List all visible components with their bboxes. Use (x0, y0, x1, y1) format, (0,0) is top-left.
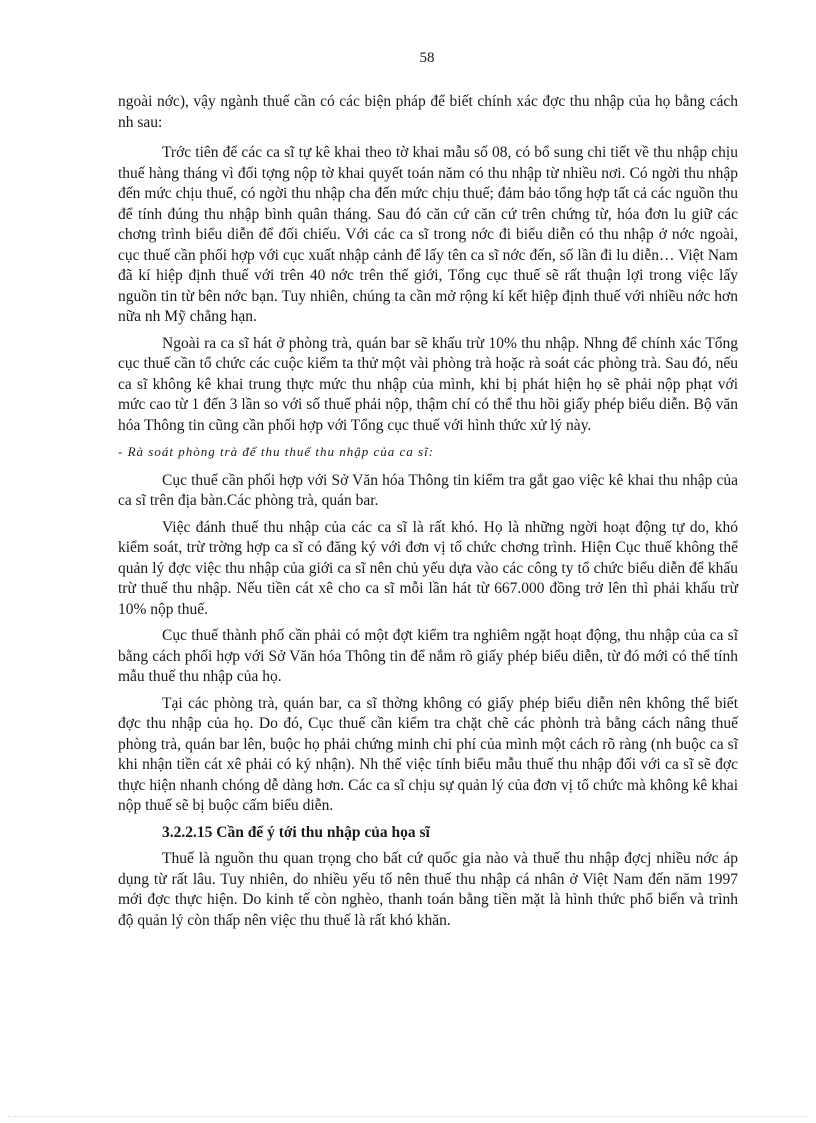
paragraph-coordination: Cục thuế cần phối hợp với Sở Văn hóa Thông tin kiểm tra gắt gao việc kê khai thu nhập của ca sĩ trên địa bàn.Các phòng trà, quán bar. (118, 471, 738, 509)
paragraph-tax-importance: Thuế là nguồn thu quan trọng cho bất cứ quốc gia nào và thuế thu nhập đợcj nhiều nớc áp dụng từ rất lâu. Tuy nhiên, do nhiều yếu tố nên thuế thu nhập cá nhân ở Việt Nam đến năm 1997 mới đợc thực hiện. Do kinh tế còn nghèo, thanh toán bằng tiền mặt là hình thức phổ biến và trình độ quản lý còn thấp nên việc thu thuế là rất khó khăn. (118, 850, 738, 929)
subheading-tea-room-review: - Rà soát phòng trà để thu thuế thu nhập của ca sĩ: (118, 444, 435, 459)
paragraph-city-inspection: Cục thuế thành phố cần phải có một đợt kiểm tra nghiêm ngặt hoạt động, thu nhập của ca sĩ bằng cách phối hợp với Sở Văn hóa Thông tin để nắm rõ giấy phép biểu diễn, từ đó mới có thể tính mẫu thuế thu nhập của họ. (118, 627, 738, 685)
document-body (118, 92, 738, 937)
paragraph-self-declaration: Trớc tiên để các ca sĩ tự kê khai theo tờ khai mẫu số 08, có bổ sung chi tiết về thu nhập chịu thuế hàng tháng vì đối tợng nộp tờ khai quyết toán năm có thu nhập từ nhiều nơi. Có ngời thu nhập đến mức chịu thuế, có ngời thu nhập cha đến mức chịu thuế; đảm bảo tổng hợp tất cả các nguồn thu để tính đúng thu nhập bình quân tháng. Sau đó căn cứ căn cứ trên chứng từ, hóa đơn lu giữ các chơng trình biểu diễn để đối chiếu. Với các ca sĩ trong nớc đi biểu diễn có thu nhập ở nớc ngoài, cục thuế cần phối hợp với cục xuất nhập cảnh để lấy tên ca sĩ nớc đến, số lần đi lu diễn… Việt Nam đã kí hiệp định thuế với trên 40 nớc trên thế giới, Tổng cục thuế sẽ rất thuận lợi trong việc lấy nguồn tin từ bên nớc bạn. Tuy nhiên, chúng ta cần mở rộng kí kết hiệp định thuế với nhiều nớc hơn nữa nh Mỹ chẳng hạn. (118, 144, 738, 325)
paragraph-intro: ngoài nớc), vậy ngành thuế cần có các biện pháp để biết chính xác đợc thu nhập của họ bằng cách nh sau: (118, 93, 738, 131)
paragraph-tea-room-licenses: Tại các phòng trà, quán bar, ca sĩ thờng không có giấy phép biểu diễn nên không thể biết đợc thu nhập của họ. Do đó, Cục thuế cần kiểm tra chặt chẽ các phònh trà bằng cách nâng thuế phòng trà, quán bar lên, buộc họ phải chứng minh chi phí của mình một cách rõ ràng (nh buộc ca sĩ khi nhận tiền cát xê phải có ký nhận). Nh thế việc tính biểu mẫu thuế thu nhập đối với ca sĩ sẽ đợc thực hiện nhanh chóng dễ dàng hơn. Các ca sĩ chịu sự quản lý của đơn vị tổ chức mà không kê khai nộp thuế sẽ bị buộc cấm biểu diễn. (118, 694, 738, 814)
paragraph-tea-room-deduction: Ngoài ra ca sĩ hát ở phòng trà, quán bar sẽ khấu trừ 10% thu nhập. Nhng để chính xác Tổng cục thuế cần tổ chức các cuộc kiểm ta thử một vài phòng trà hoặc rà soát các phòng trà. Sau đó, nếu ca sĩ không kê khai trung thực mức thu nhập của mình, khi bị phát hiện họ sẽ phải nộp phạt với mức cao từ 1 đến 3 lần so với số thuế phải nộp, thậm chí có thể thu hồi giấy phép biểu diễn. Bộ văn hóa Thông tin cũng cần phối hợp với Tổng cục thuế với hình thức xử lý này. (118, 334, 738, 434)
section-heading: 3.2.2.15 Cần để ý tới thu nhập của họa sĩ (162, 823, 430, 841)
paragraph-difficulty: Việc đánh thuế thu nhập của các ca sĩ là rất khó. Họ là những ngời hoạt động tự do, khó kiểm soát, trừ trờng hợp ca sĩ có đăng ký với đơn vị tổ chức chơng trình. Hiện Cục thuế không thể quản lý đợc việc thu nhập của giới ca sĩ nên chủ yếu dựa vào các công ty tổ chức biểu diễn để khấu trừ thuế thu nhập. Nếu tiền cát xê cho ca sĩ mỗi lần hát từ 667.000 đồng trở lên thì phải khấu trừ 10% nộp thuế. (118, 518, 738, 618)
page-bottom-divider (8, 1116, 808, 1117)
page-number: 58 (419, 50, 435, 66)
